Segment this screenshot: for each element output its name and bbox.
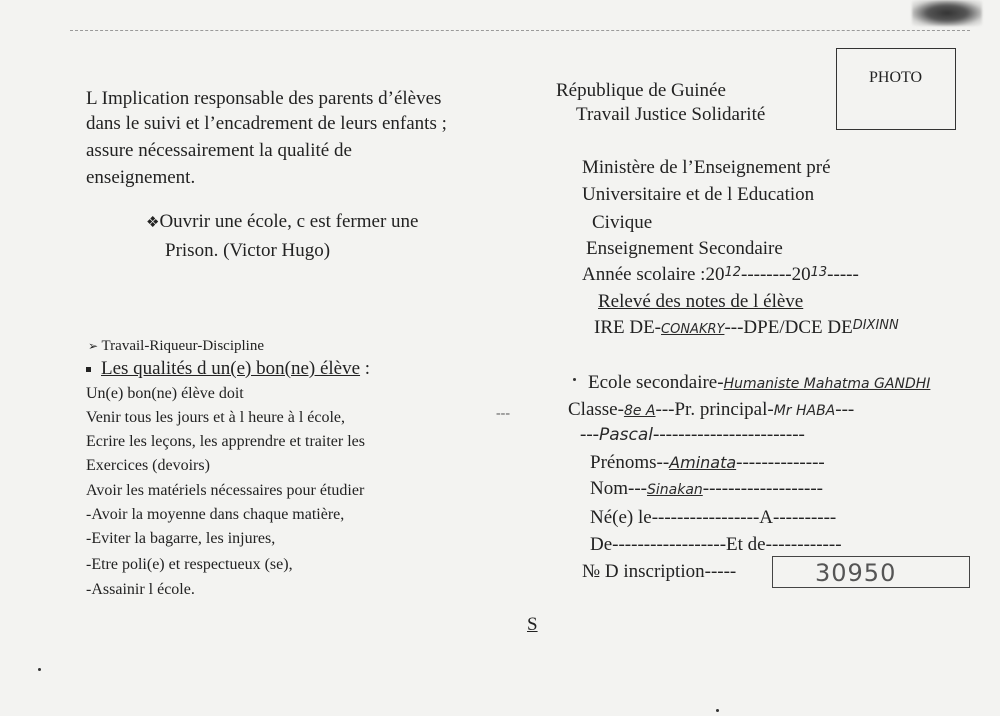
dpe-value: DIXINN xyxy=(852,318,899,333)
school-row xyxy=(588,372,930,394)
arrow-bullet-icon: ➢ xyxy=(88,339,99,353)
intro-line-2: dans le suivi et l’encadrement de leurs enfants ; xyxy=(86,113,447,134)
quality-item: -Assainir l école. xyxy=(86,581,195,598)
principal-cont-value: Pascal xyxy=(598,425,653,445)
school-year-label: Année scolaire :20 xyxy=(582,264,725,285)
ministry-line-1: Ministère de l’Enseignement pré xyxy=(582,157,831,178)
firstname-value: Aminata xyxy=(669,453,737,472)
school-year-row xyxy=(582,264,859,286)
quality-item: Ecrire les leçons, les apprendre et traiter les xyxy=(86,433,365,450)
quality-item: -Eviter la bagarre, les injures, xyxy=(86,530,276,547)
intro-line-3: assure nécessairement la qualité de xyxy=(86,140,352,161)
school-motto: Travail-Riqueur-Discipline xyxy=(101,338,264,354)
quality-item: Un(e) bon(ne) élève doit xyxy=(86,385,244,402)
intro-line-1: L Implication responsable des parents d’élèves xyxy=(86,88,442,109)
inscription-label: № D inscription----- xyxy=(582,561,737,582)
stray-dot xyxy=(573,378,576,381)
quality-item: -Avoir la moyenne dans chaque matière, xyxy=(86,506,345,523)
lastname-label: Nom--- xyxy=(590,478,647,499)
quality-item: Avoir les matériels nécessaires pour étudier xyxy=(86,482,365,499)
square-bullet-icon xyxy=(86,367,91,372)
class-label: Classe- xyxy=(568,399,624,420)
quality-item: Venir tous les jours et à l heure à l école, xyxy=(86,409,346,426)
principal-label: ---Pr. principal- xyxy=(655,399,774,420)
lastname-value: Sinakan xyxy=(646,482,703,498)
school-year-end: 13 xyxy=(810,265,828,280)
inscription-number: 30950 xyxy=(815,559,897,587)
diamond-bullet-icon: ❖ xyxy=(146,215,160,231)
stray-dashes: --- xyxy=(496,406,510,421)
motto-line xyxy=(88,338,264,355)
principal-cont-tail: ------------------------ xyxy=(653,424,805,445)
scan-smudge xyxy=(912,0,982,26)
parents-row: De------------------Et de------------ xyxy=(590,534,842,555)
top-dashed-line xyxy=(70,30,970,31)
quality-item: -Etre poli(e) et respectueux (se), xyxy=(86,556,293,573)
inscription-number-box xyxy=(772,556,970,588)
firstname-row: Prénoms--Aminata-------------- xyxy=(590,452,825,473)
quote-text-1: Ouvrir une école, c est fermer une xyxy=(159,211,419,232)
photo-label: PHOTO xyxy=(869,69,923,86)
stray-dot xyxy=(38,668,41,671)
principal-continued-row xyxy=(580,424,805,446)
principal-value: Mr HABA xyxy=(773,403,836,419)
report-title: Relevé des notes de l élève xyxy=(598,291,804,312)
firstname-tail: -------------- xyxy=(736,452,825,473)
ministry-line-3: Civique xyxy=(592,212,653,233)
ire-label: IRE DE- xyxy=(594,317,662,338)
school-value: Humaniste Mahatma GANDHI xyxy=(723,376,931,392)
class-value: 8e A xyxy=(623,403,656,419)
school-year-tail: ----- xyxy=(827,264,859,285)
ministry-line-2: Universitaire et de l Education xyxy=(582,184,815,205)
school-year-start: 12 xyxy=(724,265,741,280)
stray-dot xyxy=(716,709,719,712)
republic-title: République de Guinée xyxy=(556,80,726,101)
quote-line-2: Prison. (Victor Hugo) xyxy=(165,240,331,261)
national-motto: Travail Justice Solidarité xyxy=(576,104,766,125)
school-label: Ecole secondaire- xyxy=(588,372,724,393)
school-year-mid: --------20 xyxy=(741,264,811,285)
class-row xyxy=(568,399,854,421)
ire-value: CONAKRY xyxy=(661,322,725,337)
ire-row xyxy=(594,317,899,339)
quality-item: Exercices (devoirs) xyxy=(86,457,210,474)
qualities-heading: Les qualités d un(e) bon(ne) élève : xyxy=(86,358,370,380)
lastname-tail: ------------------- xyxy=(702,478,823,499)
intro-line-4: enseignement. xyxy=(86,167,196,188)
principal-tail: --- xyxy=(835,399,855,420)
quote-line-1 xyxy=(146,211,418,233)
principal-cont-prefix: --- xyxy=(580,424,599,445)
lastname-row xyxy=(590,478,823,500)
firstname-label: Prénoms xyxy=(590,452,657,473)
ministry-line-4: Enseignement Secondaire xyxy=(586,238,783,259)
birth-row: Né(e) le-----------------A---------- xyxy=(590,507,837,528)
page-mark: S xyxy=(527,614,538,635)
dpe-label: ---DPE/DCE DE xyxy=(724,317,853,338)
qualities-title: Les qualités d un(e) bon(ne) élève xyxy=(101,358,361,379)
photo-box xyxy=(836,48,956,130)
